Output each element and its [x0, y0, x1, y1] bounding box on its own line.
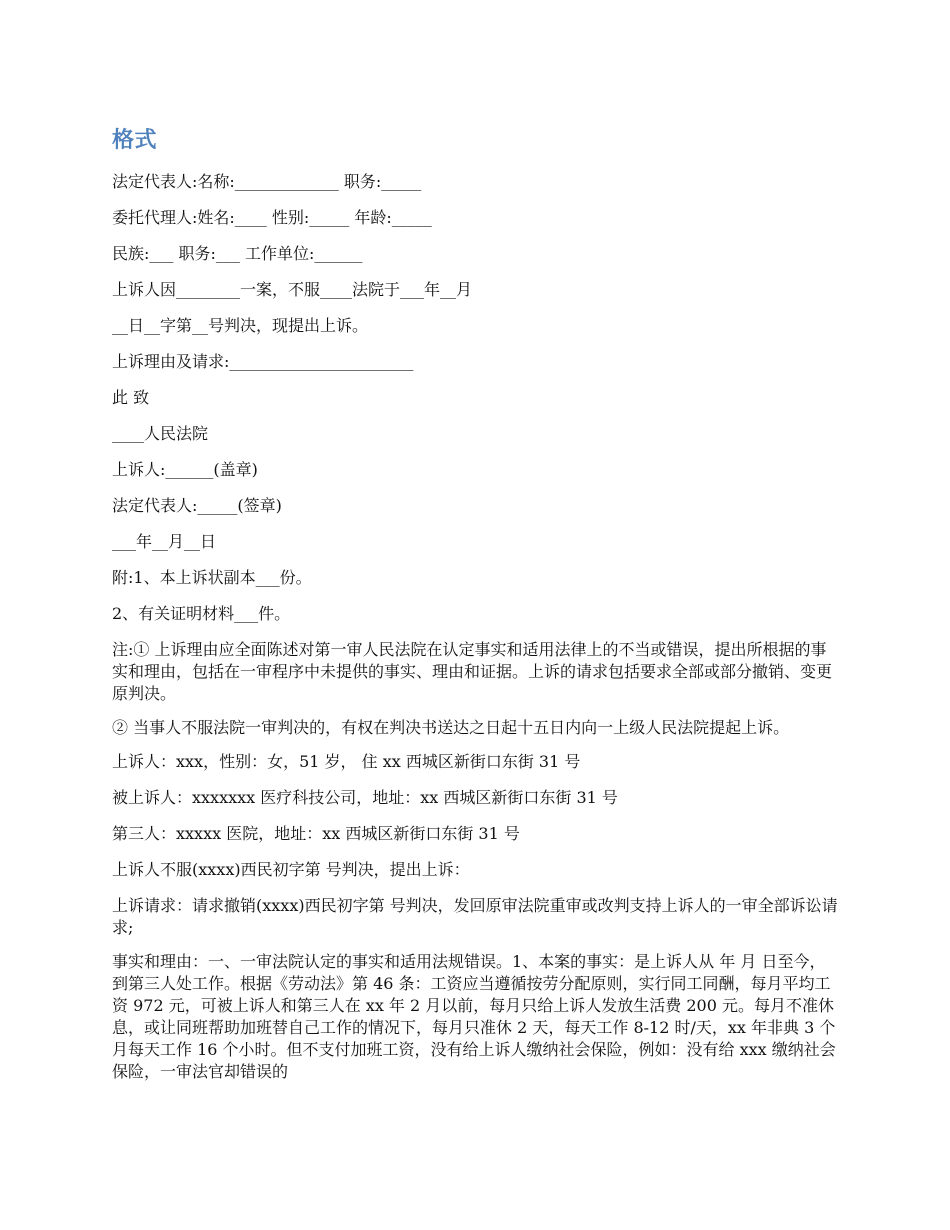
- attachment-evidence-line: 2、有关证明材料___件。: [112, 604, 291, 623]
- section-heading: 格式: [112, 128, 158, 153]
- appellant-seal-line: 上诉人:______(盖章): [112, 460, 258, 479]
- ethnicity-work-line: 民族:___ 职务:___ 工作单位:______: [112, 244, 363, 263]
- court-addressee-line: ____人民法院: [112, 424, 209, 443]
- appellant-info-line: 上诉人：xxx，性别：女，51 岁， 住 xx 西城区新街口东街 31 号: [112, 752, 581, 771]
- judgment-date-line: __日__字第__号判决，现提出上诉。: [112, 316, 369, 335]
- appellee-info-line: 被上诉人：xxxxxxx 医疗科技公司，地址：xx 西城区新街口东街 31 号: [112, 788, 618, 807]
- note-paragraph-1: 注:① 上诉理由应全面陈述对第一审人民法院在认定事实和适用法律上的不当或错误，提出所根据的事实和理由，包括在一审程序中未提供的事实、理由和证据。上诉的请求包括要求全部或部分撤销、变更原判决。: [112, 640, 833, 703]
- appeal-reasons-line: 上诉理由及请求:_______________________: [112, 352, 414, 371]
- representative-signature-line: 法定代表人:_____(签章): [112, 496, 282, 515]
- attachment-copy-line: 附:1、本上诉状副本___份。: [112, 568, 312, 587]
- note-paragraph-2: ② 当事人不服法院一审判决的，有权在判决书送达之日起十五日内向一上级人民法院提起上诉。: [112, 718, 790, 737]
- facts-and-reasons-paragraph: 事实和理由：一、一审法院认定的事实和适用法规错误。1、本案的事实：是上诉人从 年 月 日至今，到第三人处工作。根据《劳动法》第 46 条：工资应当遵循按劳分配原则，实行同工同酬，每月平均工资 972 元，可被上诉人和第三人在 xx 年 2 月以前，每月只给上诉人发放生活费 200 元。每月不准休息，或让同班帮助加班替自己工作的情况下，每月只准休 2 天，每天工作 8-12 时/天，xx 年非典 3 个月每天工作 16 个小时。但不支付加班工资，没有给上诉人缴纳社会保险，例如：没有给 xxx 缴纳社会保险，一审法官却错误的: [112, 952, 836, 1081]
- third-party-info-line: 第三人：xxxxx 医院，地址：xx 西城区新街口东街 31 号: [112, 824, 520, 843]
- document-body: [112, 122, 840, 1097]
- salutation-line: 此 致: [112, 388, 150, 407]
- date-line: ___年__月__日: [112, 532, 217, 551]
- appeal-statement-line: 上诉人不服(xxxx)西民初字第 号判决，提出上诉：: [112, 860, 470, 879]
- appeal-case-line: 上诉人因________一案，不服____法院于___年__月: [112, 280, 473, 299]
- appeal-request-paragraph: 上诉请求：请求撤销(xxxx)西民初字第 号判决，发回原审法院重审或改判支持上诉人的一审全部诉讼请求;: [112, 896, 838, 937]
- authorized-agent-line: 委托代理人:姓名:____ 性别:_____ 年龄:_____: [112, 208, 432, 227]
- legal-representative-line: 法定代表人:名称:_____________ 职务:_____: [112, 172, 422, 191]
